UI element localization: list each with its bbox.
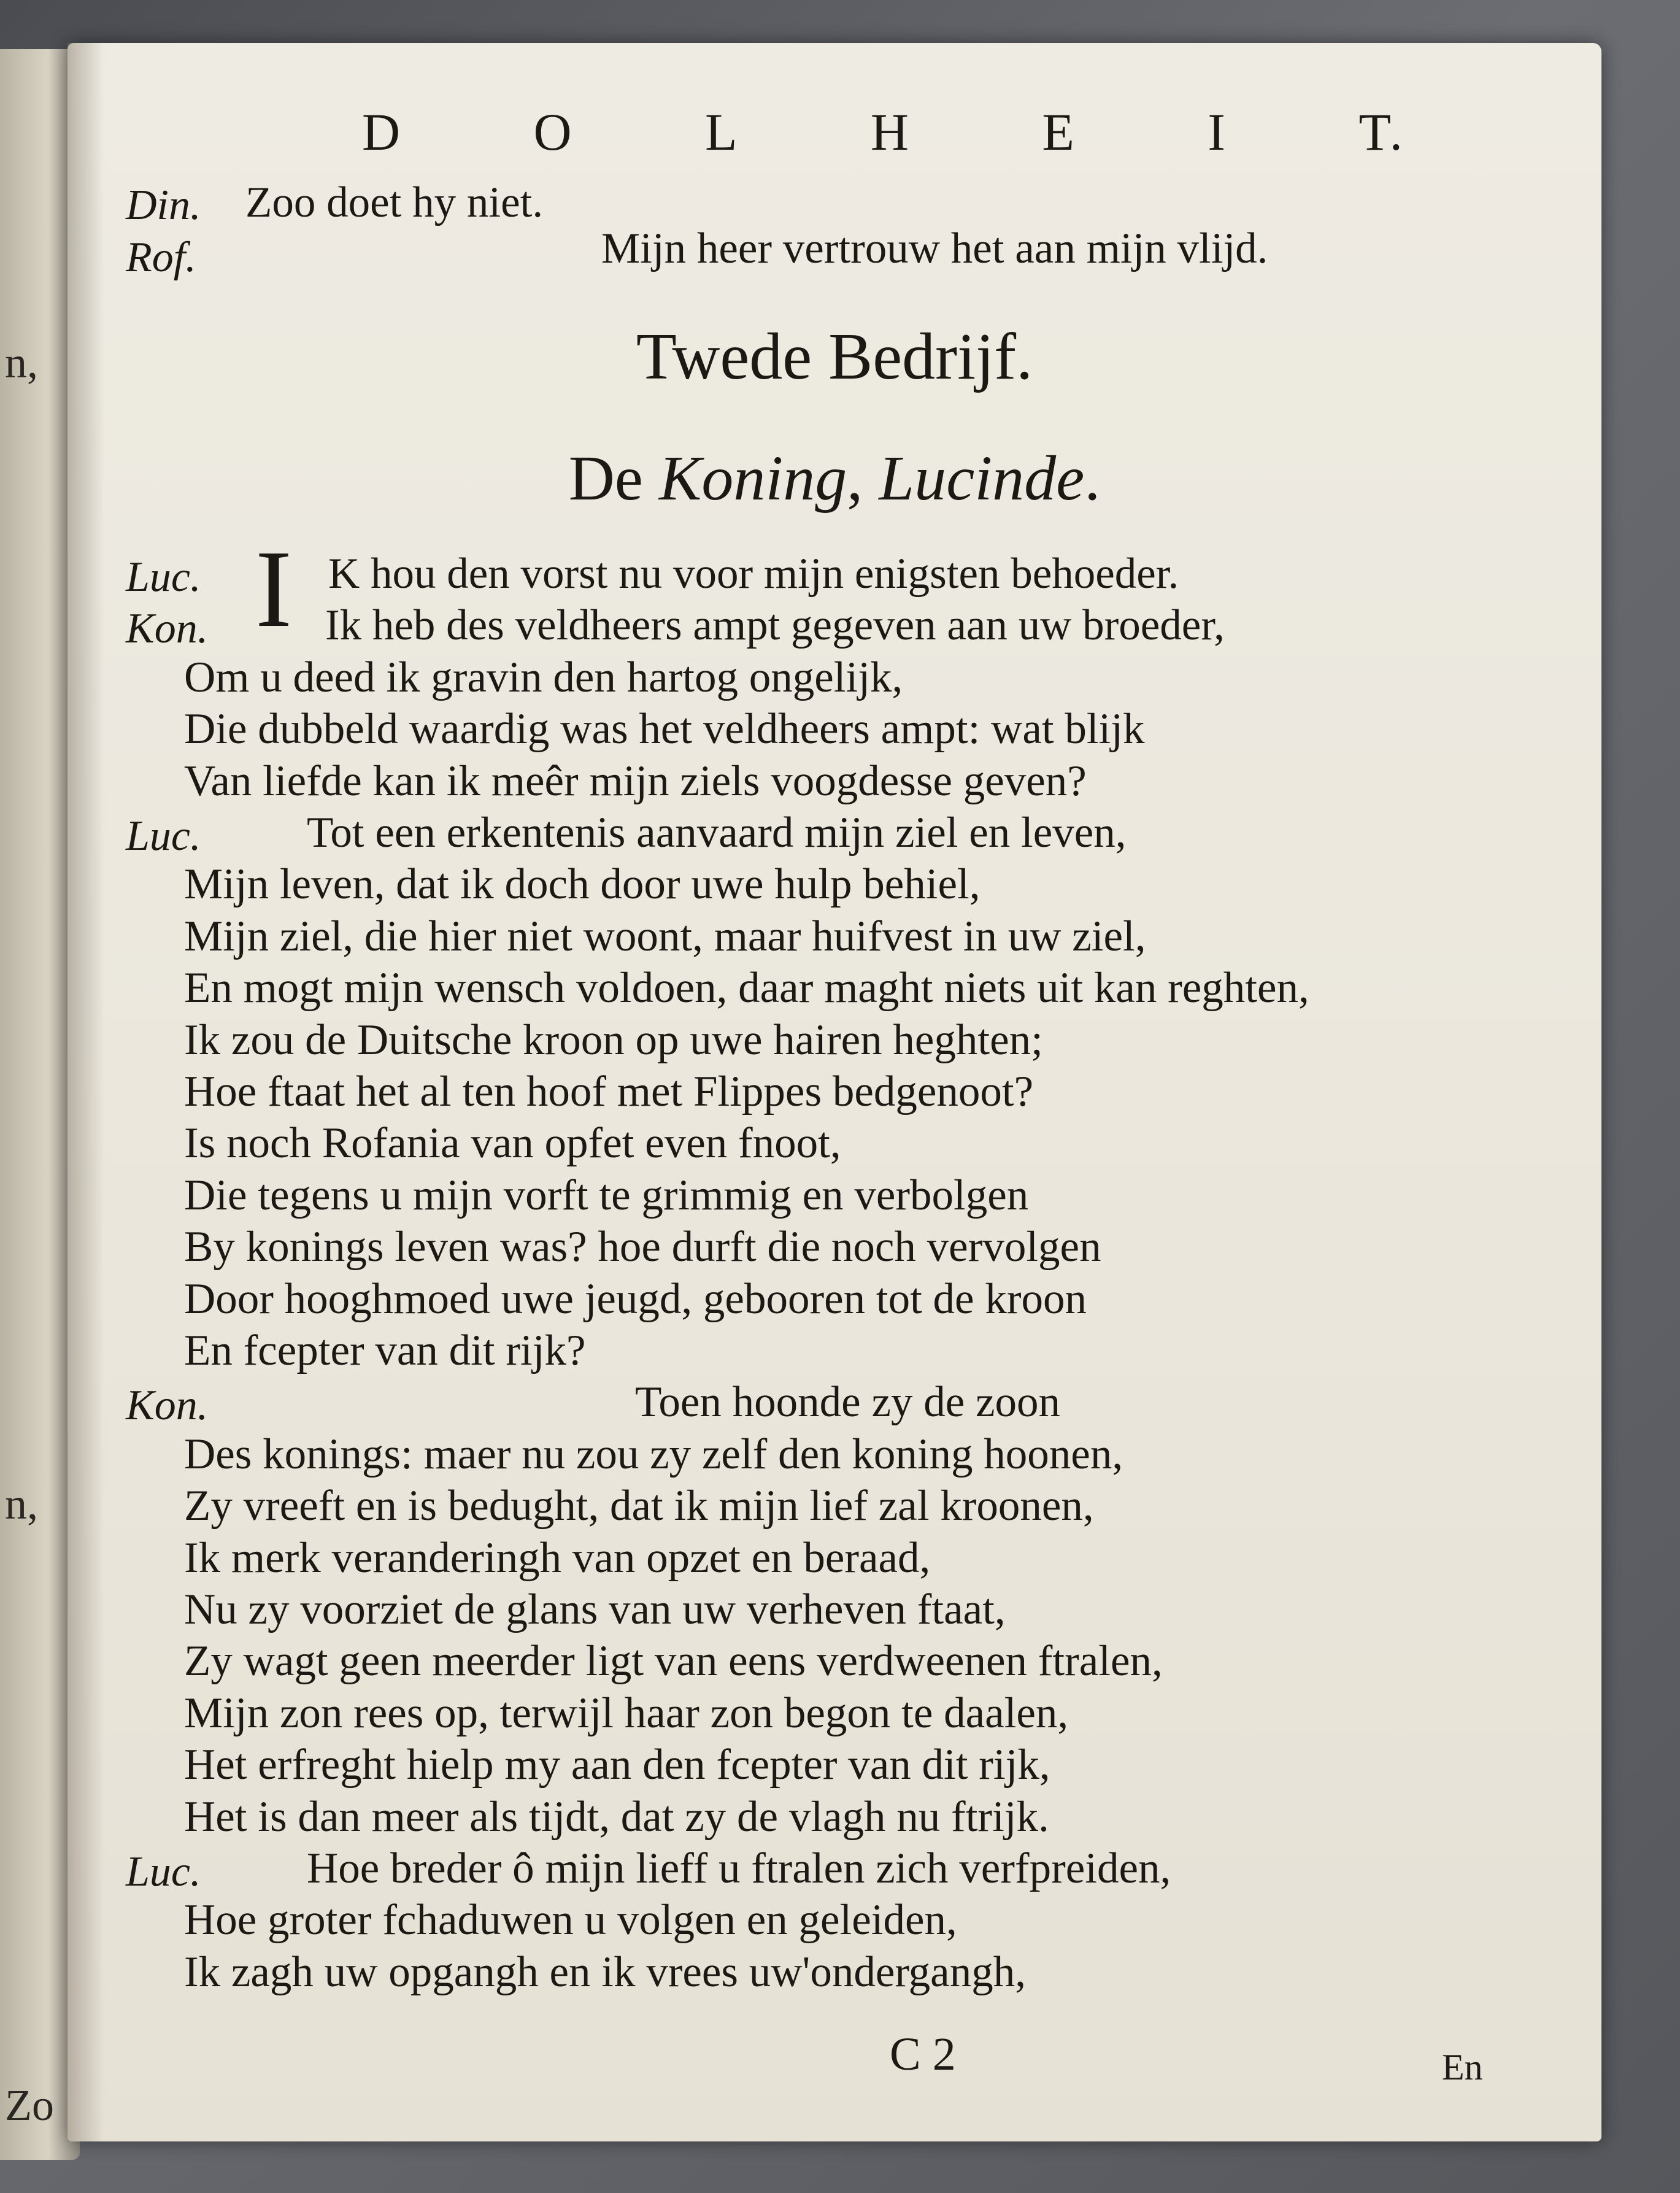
scene-suffix: . bbox=[1084, 443, 1101, 514]
verse-line: Zy vreeft en is bedught, dat ik mijn lief zal kroonen, bbox=[184, 1482, 1094, 1530]
act-title: Twede Bedrijf. bbox=[636, 320, 1033, 393]
verse-line: Mijn ziel, die hier niet woont, maar huifvest in uw ziel, bbox=[184, 912, 1146, 960]
verse-line: Ik zagh uw opgangh en ik vrees uw'ondergangh, bbox=[184, 1948, 1026, 1996]
verse-line: Door hooghmoed uwe jeugd, gebooren tot de kroon bbox=[184, 1274, 1087, 1323]
speaker-label: Luc. bbox=[126, 1848, 201, 1895]
verse-line: Mijn leven, dat ik doch door uwe hulp behiel, bbox=[184, 860, 981, 909]
verse-line: Die tegens u mijn vorft te grimmig en verbolgen bbox=[184, 1171, 1029, 1219]
verse-line: Ik heb des veldheers ampt gegeven aan uw broeder, bbox=[325, 601, 1225, 650]
running-header bbox=[362, 101, 1405, 163]
scene-prefix: De bbox=[568, 443, 659, 514]
catchword: En bbox=[1442, 2047, 1483, 2087]
speaker-label: Kon. bbox=[126, 605, 209, 653]
header-letter: T. bbox=[1358, 102, 1405, 161]
verse-line: Hoe ftaat het al ten hoof met Flippes bedgenoot? bbox=[184, 1068, 1034, 1116]
speaker-label: Din. bbox=[126, 182, 201, 229]
signature-mark: C 2 bbox=[890, 2029, 956, 2080]
speaker-label: Rof. bbox=[126, 234, 196, 281]
header-letter: E bbox=[1042, 102, 1077, 161]
verse-line: Van liefde kan ik meêr mijn ziels voogdesse geven? bbox=[184, 757, 1087, 805]
facing-page-text: Zo bbox=[5, 2081, 54, 2130]
verse-line: Zy wagt geen meerder ligt van eens verdweenen ftralen, bbox=[184, 1637, 1163, 1686]
speaker-label: Luc. bbox=[126, 553, 201, 601]
verse-line: Toen hoonde zy de zoon bbox=[635, 1378, 1060, 1427]
character-lucinde: Lucinde bbox=[879, 443, 1085, 514]
verse-line: En fcepter van dit rijk? bbox=[184, 1327, 586, 1374]
character-king: Koning bbox=[658, 443, 847, 514]
scene-heading bbox=[67, 442, 1601, 515]
verse-line: En mogt mijn wensch voldoen, daar maght niets uit kan reghten, bbox=[184, 964, 1309, 1012]
header-letter: L bbox=[704, 102, 740, 161]
verse-line: Het erfreght hielp my aan den fcepter van dit rijk, bbox=[184, 1741, 1050, 1789]
verse-line: K hou den vorst nu voor mijn enigsten behoeder. bbox=[328, 550, 1179, 598]
verse-line: Tot een erkentenis aanvaard mijn ziel en leven, bbox=[307, 809, 1127, 857]
verse-line: Nu zy voorziet de glans van uw verheven ftaat, bbox=[184, 1586, 1006, 1633]
verse-line: Des konings: maer nu zou zy zelf den koning hoonen, bbox=[184, 1430, 1123, 1478]
verse-line: Mijn zon rees op, terwijl haar zon begon te daalen, bbox=[184, 1689, 1069, 1737]
book-page bbox=[67, 43, 1601, 2141]
speaker-label: Luc. bbox=[126, 812, 201, 860]
verse-line: Het is dan meer als tijdt, dat zy de vlagh nu ftrijk. bbox=[184, 1792, 1049, 1841]
facing-page-text: n, bbox=[5, 1479, 38, 1528]
verse-line: Zoo doet hy niet. bbox=[245, 179, 544, 226]
verse-line: By konings leven was? hoe durft die noch vervolgen bbox=[184, 1223, 1101, 1271]
verse-line: Ik merk veranderingh van opzet en beraad, bbox=[184, 1533, 931, 1582]
header-letter: I bbox=[1208, 102, 1228, 161]
speaker-label: Kon. bbox=[126, 1382, 209, 1430]
verse-line: Hoe breder ô mijn lieff u ftralen zich verfpreiden, bbox=[307, 1844, 1171, 1892]
verse-line: Hoe groter fchaduwen u volgen en geleiden, bbox=[184, 1896, 957, 1944]
verse-line: Mijn heer vertrouw het aan mijn vlijd. bbox=[601, 225, 1268, 272]
header-letter: D bbox=[362, 102, 403, 161]
verse-line: Ik zou de Duitsche kroon op uwe hairen heghten; bbox=[184, 1016, 1043, 1064]
header-letter: H bbox=[870, 102, 911, 161]
header-letter: O bbox=[533, 102, 574, 161]
verse-line: Is noch Rofania van opfet even fnoot, bbox=[184, 1119, 841, 1168]
scene-separator: , bbox=[847, 443, 879, 514]
facing-page-text: n, bbox=[5, 338, 38, 387]
drop-cap: I bbox=[255, 528, 292, 650]
verse-line: Die dubbeld waardig was het veldheers ampt: wat blijk bbox=[184, 705, 1145, 753]
verse-line: Om u deed ik gravin den hartog ongelijk, bbox=[184, 653, 903, 701]
